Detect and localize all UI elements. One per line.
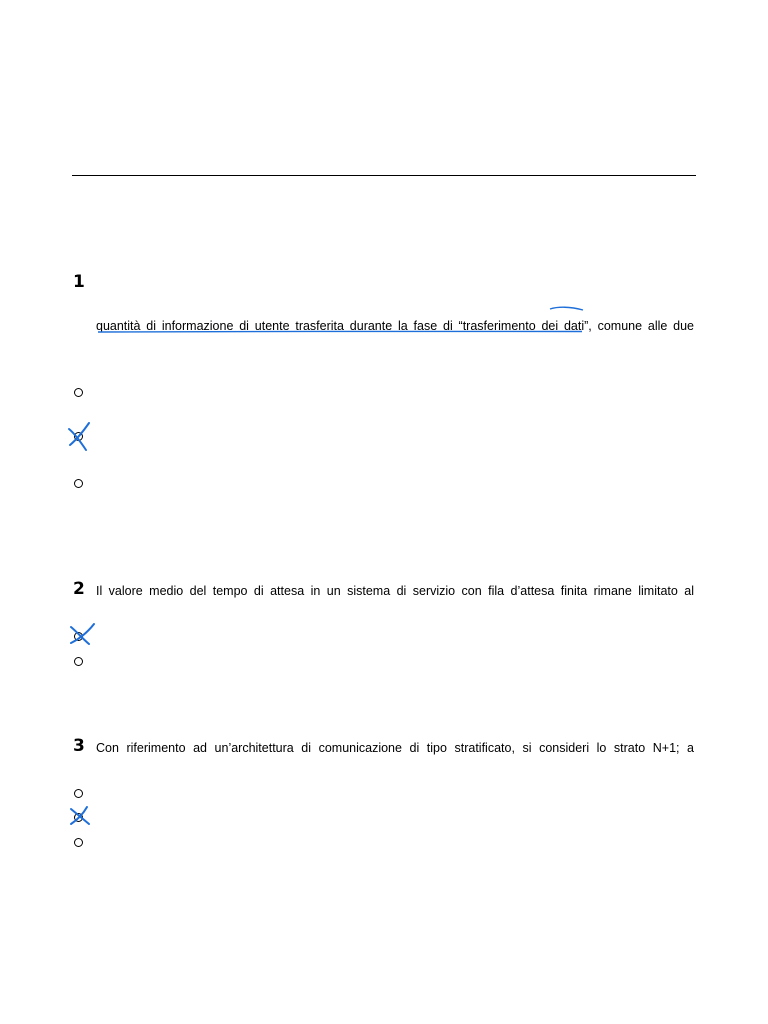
answer-option-a-radio[interactable] bbox=[74, 388, 83, 397]
question-text: Con riferimento ad un’architettura di comunicazione di tipo stratificato, si consideri lo strato N+1; a bbox=[96, 741, 694, 755]
question-number: 1 bbox=[73, 272, 85, 292]
question-number: 3 bbox=[73, 736, 85, 756]
answer-option-a-radio[interactable] bbox=[74, 789, 83, 798]
handwritten-check-mark bbox=[67, 622, 97, 648]
question-number: 2 bbox=[73, 579, 85, 599]
handwritten-check-mark bbox=[66, 421, 94, 455]
question-text: Il valore medio del tempo di attesa in un sistema di servizio con fila d’attesa finita rimane limitato al bbox=[96, 584, 694, 598]
header-divider bbox=[72, 175, 696, 176]
answer-option-c-radio[interactable] bbox=[74, 479, 83, 488]
answer-option-c-radio[interactable] bbox=[74, 838, 83, 847]
question-text-rest: ”, comune alle due bbox=[584, 319, 694, 333]
answer-option-b-radio[interactable] bbox=[74, 657, 83, 666]
handwritten-check-mark bbox=[67, 805, 93, 827]
handwritten-underline bbox=[96, 306, 596, 336]
underlined-text: quantità di informazione di utente trasferita durante la fase di “trasferimento dei dati bbox=[96, 319, 585, 333]
